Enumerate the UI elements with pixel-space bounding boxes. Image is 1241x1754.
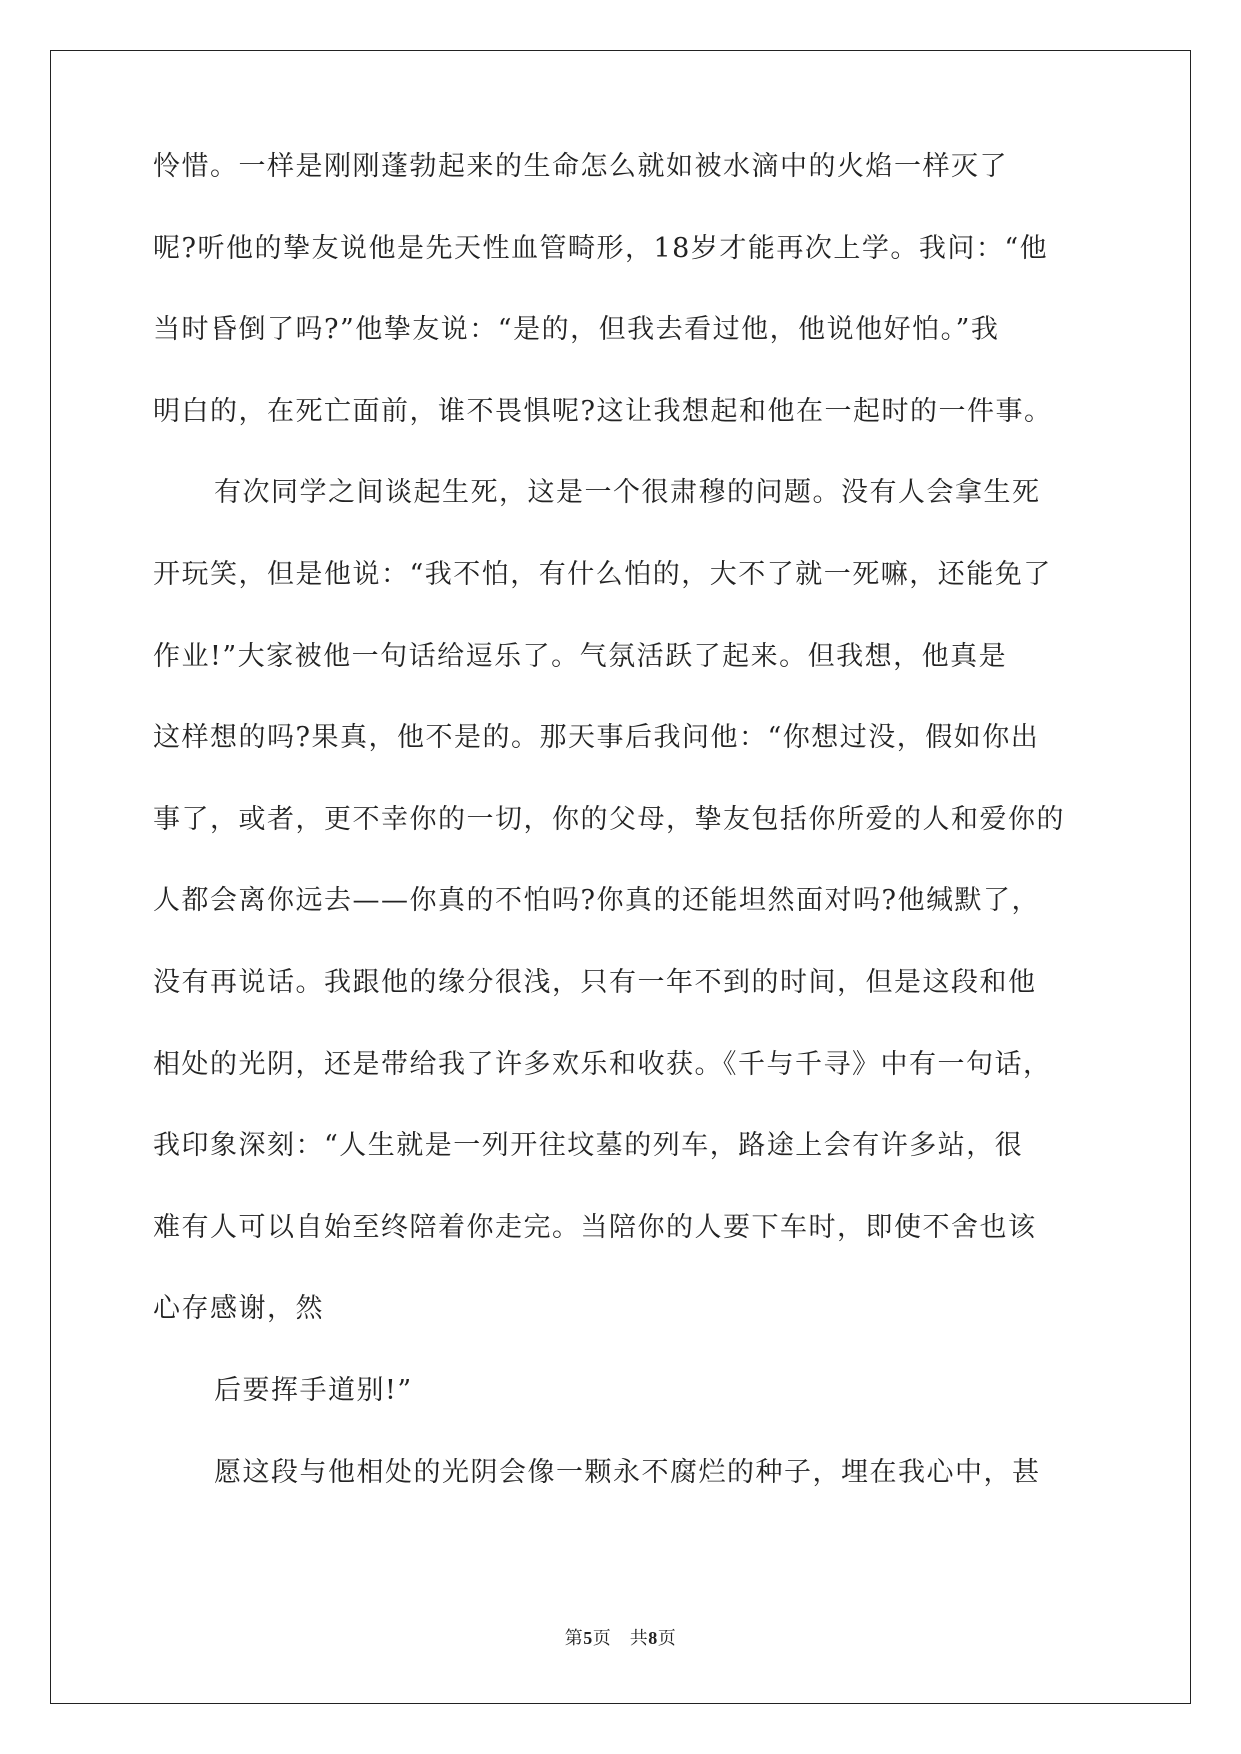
text-line: 开玩笑，但是他说：“我不怕，有什么怕的，大不了就一死嘛，还能免了 xyxy=(153,558,1052,590)
text-line: 没有再说话。我跟他的缘分很浅，只有一年不到的时间，但是这段和他 xyxy=(153,966,1037,998)
text-line: 事了，或者，更不幸你的一切，你的父母，挚友包括你所爱的人和爱你的 xyxy=(153,803,1065,835)
paragraph-start-line: 愿这段与他相处的光阴会像一颗永不腐烂的种子，埋在我心中，甚 xyxy=(214,1456,1041,1488)
text-line: 这样想的吗?果真，他不是的。那天事后我问他：“你想过没，假如你出 xyxy=(153,722,1040,754)
text-line: 当时昏倒了吗?”他挚友说：“是的，但我去看过他，他说他好怕。”我 xyxy=(153,314,1000,346)
text-line: 难有人可以自始至终陪着你走完。当陪你的人要下车时，即使不舍也该 xyxy=(153,1211,1037,1243)
text-line: 我印象深刻：“人生就是一列开往坟墓的列车，路途上会有许多站，很 xyxy=(153,1130,1024,1162)
footer-middle: 页 共 xyxy=(592,1628,649,1648)
text-line: 作业!”大家被他一句话给逗乐了。气氛活跃了起来。但我想，他真是 xyxy=(153,640,1008,672)
footer-prefix: 第 xyxy=(564,1628,584,1648)
document-body xyxy=(153,153,1093,1540)
text-line: 人都会离你远去——你真的不怕吗?你真的还能坦然面对吗?他缄默了， xyxy=(153,885,1040,917)
page-number-footer xyxy=(0,1624,1241,1650)
footer-suffix: 页 xyxy=(657,1628,677,1648)
paragraph-start-line: 有次同学之间谈起生死，这是一个很肃穆的问题。没有人会拿生死 xyxy=(214,477,1041,509)
text-line: 明白的，在死亡面前，谁不畏惧呢?这让我想起和他在一起时的一件事。 xyxy=(153,395,1053,427)
paragraph-start-line: 后要挥手道别!” xyxy=(214,1374,413,1406)
text-line: 相处的光阴，还是带给我了许多欢乐和收获。《千与千寻》中有一句话， xyxy=(153,1048,1052,1080)
text-line: 呢?听他的挚友说他是先天性血管畸形，18岁才能再次上学。我问：“他 xyxy=(153,232,1049,264)
current-page-number: 5 xyxy=(583,1628,593,1648)
total-pages-number: 8 xyxy=(648,1628,658,1648)
text-line: 心存感谢，然 xyxy=(153,1293,324,1325)
text-line: 怜惜。一样是刚刚蓬勃起来的生命怎么就如被水滴中的火焰一样灭了 xyxy=(153,151,1008,182)
